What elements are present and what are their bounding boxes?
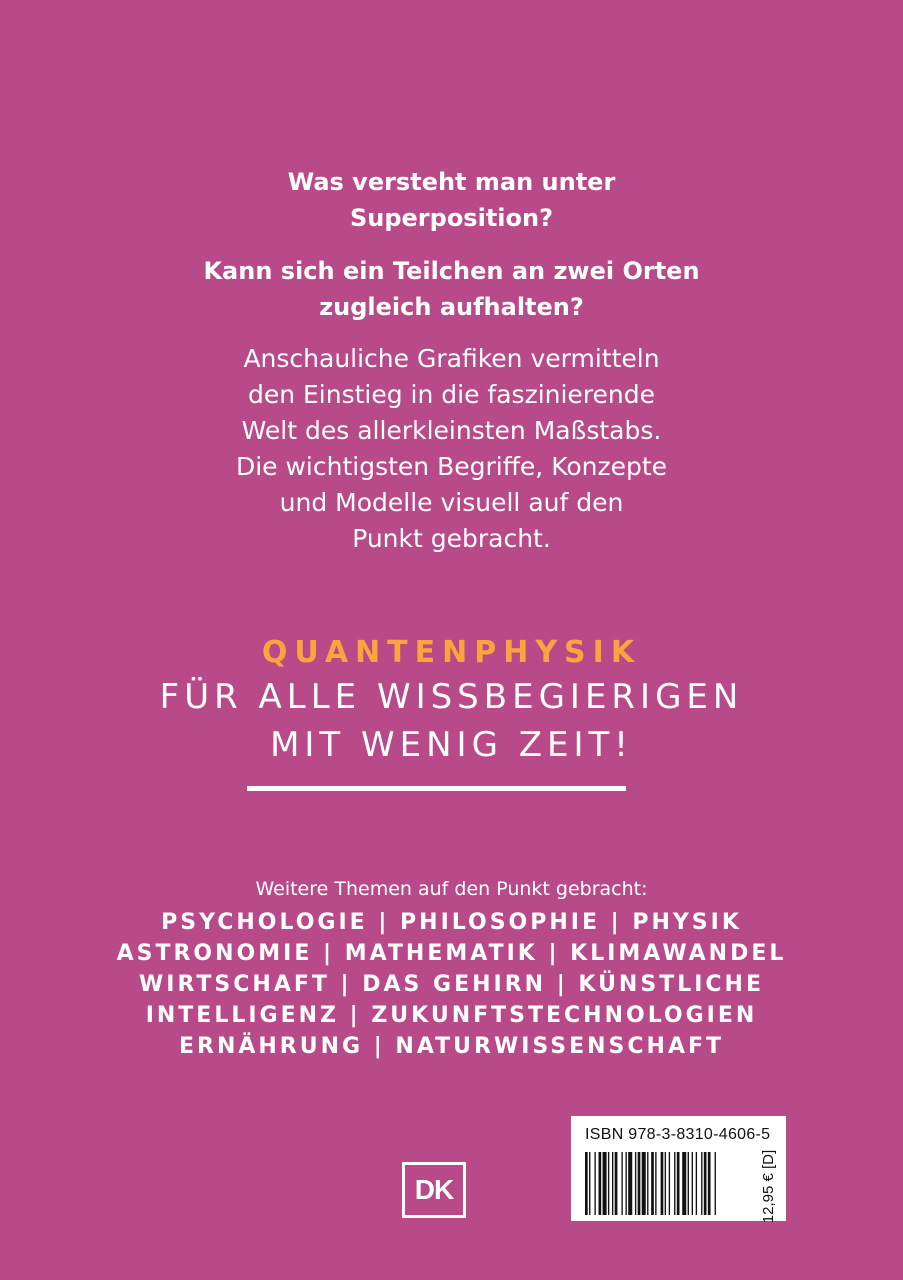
barcode-panel	[571, 1116, 786, 1221]
barcode-bar	[628, 1152, 632, 1215]
barcode-bar	[603, 1152, 607, 1215]
blurb-line: den Einstieg in die faszinierende	[247, 380, 656, 409]
barcode-bar	[677, 1152, 680, 1215]
blurb-line: Welt des allerkleinsten Maßstabs.	[241, 416, 662, 445]
barcode-bar	[655, 1152, 656, 1215]
dk-publisher-logo	[402, 1162, 466, 1218]
topics-line: WIRTSCHAFT | DAS GEHIRN | KÜNSTLICHE	[139, 972, 764, 997]
blurb-line: und Modelle visuell auf den	[279, 488, 624, 517]
barcode-bar	[688, 1152, 689, 1215]
barcode-bar	[708, 1152, 711, 1215]
barcode-bar	[608, 1152, 609, 1215]
barcode-bar	[642, 1152, 646, 1215]
divider-rule	[247, 786, 626, 791]
topics-line: ERNÄHRUNG | NATURWISSENSCHAFT	[178, 1034, 725, 1059]
book-topic: QUANTENPHYSIK	[261, 635, 642, 670]
barcode-bar	[665, 1152, 666, 1215]
blurb-line: Die wichtigsten Begriffe, Konzepte	[235, 452, 668, 481]
question-two-places: Kann sich ein Teilchen an zwei Orten zugleich aufhalten?	[203, 257, 700, 321]
barcode-bar	[701, 1152, 702, 1215]
dk-logo-text: DK	[414, 1174, 454, 1205]
barcode-bar	[638, 1152, 641, 1215]
topics-line: ASTRONOMIE | MATHEMATIK | KLIMAWANDEL	[116, 941, 787, 966]
barcode-bar	[696, 1152, 697, 1215]
blurb-line: Punkt gebracht.	[352, 524, 551, 553]
barcode-bar	[585, 1152, 588, 1215]
barcode-bar	[612, 1152, 613, 1215]
price-text: 12,95 € [D]	[760, 1149, 778, 1223]
barcode-bar	[647, 1152, 648, 1215]
barcode-bar	[674, 1152, 675, 1215]
topics-line: INTELLIGENZ | ZUKUNFTSTECHNOLOGIEN	[145, 1003, 758, 1028]
barcode-bar	[594, 1152, 595, 1215]
barcode-bar	[626, 1152, 627, 1215]
series-tagline-line-2: MIT WENIG ZEIT!	[270, 725, 633, 765]
question-superposition: Was versteht man unter Superposition?	[287, 168, 616, 232]
series-headline	[0, 633, 903, 769]
isbn-text: ISBN 978-3-8310-4606-5	[585, 1126, 771, 1143]
barcode-bar	[715, 1152, 716, 1215]
barcode-bar	[599, 1152, 602, 1215]
barcode-graphic	[585, 1152, 753, 1215]
barcode-bar	[615, 1152, 618, 1215]
barcode-bar	[635, 1152, 636, 1215]
barcode-bar	[692, 1152, 693, 1215]
barcode-bar	[651, 1152, 654, 1215]
barcode-bar	[621, 1152, 622, 1215]
more-topics-list	[0, 907, 903, 1062]
topics-line: PSYCHOLOGIE | PHILOSOPHIE | PHYSIK	[161, 910, 742, 935]
more-topics-label: Weitere Themen auf den Punkt gebracht:	[255, 878, 648, 900]
blurb-text	[0, 341, 903, 557]
barcode-bar	[589, 1152, 590, 1215]
barcode-bar	[669, 1152, 670, 1215]
barcode-bar	[682, 1152, 686, 1215]
blurb-line: Anschauliche Grafiken vermitteln	[243, 344, 660, 373]
series-tagline-line-1: FÜR ALLE WISSBEGIERIGEN	[159, 677, 744, 717]
price-label-wrap	[749, 1149, 789, 1223]
barcode-bar	[661, 1152, 664, 1215]
barcode-bar	[704, 1152, 707, 1215]
